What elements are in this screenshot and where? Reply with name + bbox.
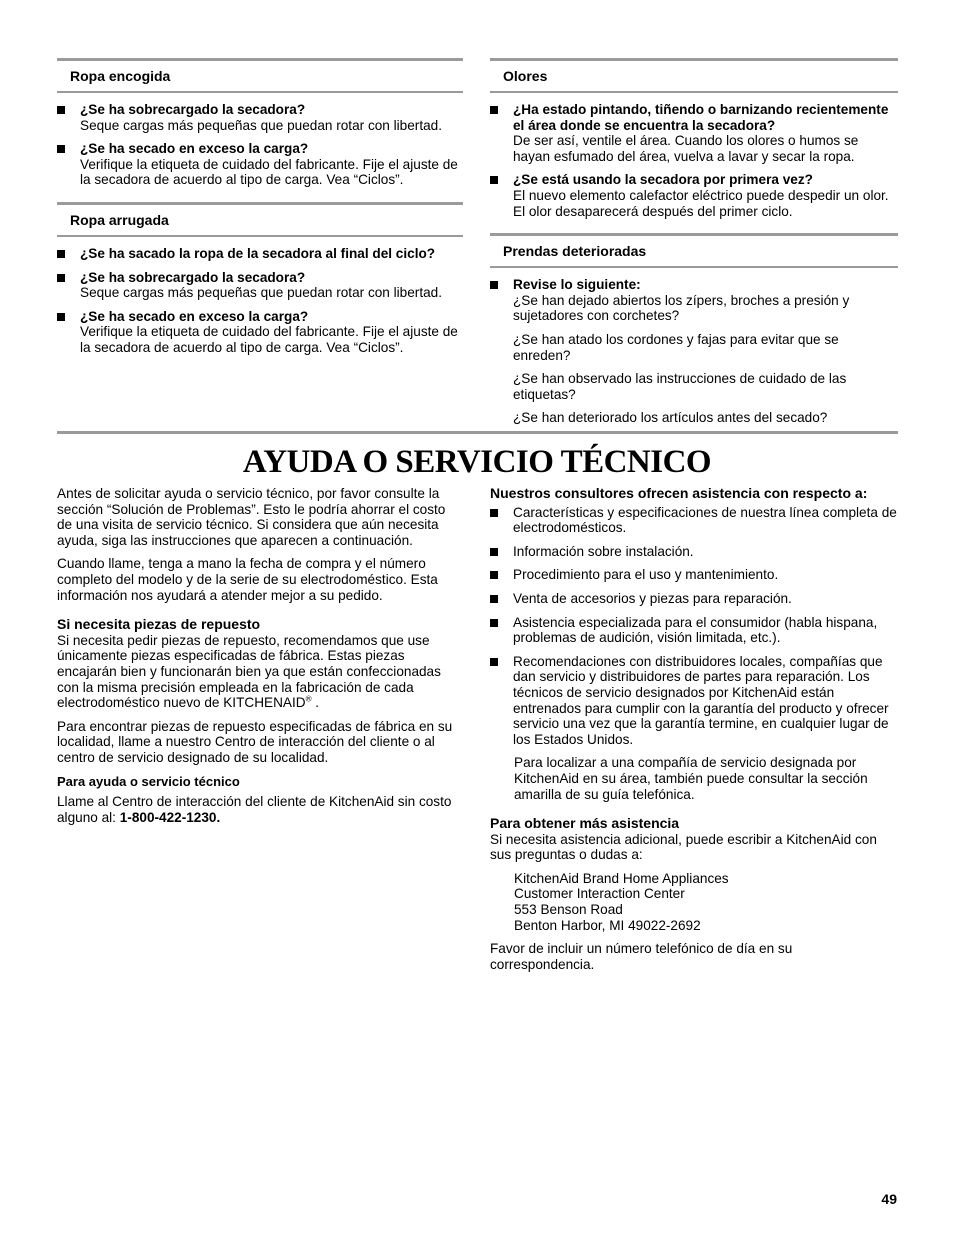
question: ¿Se está usando la secadora por primera vez? (513, 172, 813, 188)
parts-heading: Si necesita piezas de repuesto (57, 616, 261, 633)
list-item: Información sobre instalación. (490, 544, 898, 560)
list-item (57, 270, 463, 301)
consult-heading: Nuestros consultores ofrecen asistencia con respecto a: (490, 485, 868, 501)
right-top-column (490, 58, 898, 434)
locate-paragraph: Para localizar a una compañía de servicio designada por KitchenAid en su área, también puede consultar la sección amarilla de su guía telefónica. (514, 755, 868, 802)
sub-question: ¿Se han observado las instrucciones de cuidado de las etiquetas? (513, 371, 847, 402)
question: ¿Se ha sobrecargado la secadora? (80, 102, 306, 117)
list-item (490, 172, 898, 219)
section-heading-ropa-encogida: Ropa encogida (57, 58, 463, 93)
list-item: Asistencia especializada para el consumidor (habla hispana, problemas de audición, visión limitada, etc.). (490, 615, 898, 646)
list-item (490, 102, 898, 164)
right-bottom-column (490, 486, 898, 980)
question: ¿Se ha sobrecargado la secadora? (80, 269, 306, 285)
help-text: Llame al Centro de interacción del cliente de KitchenAid sin costo alguno al: (57, 794, 452, 825)
prendas-list (490, 277, 898, 426)
section-heading-prendas-deterioradas: Prendas deterioradas (490, 233, 898, 268)
answer: Seque cargas más pequeñas que puedan rotar con libertad. (80, 117, 442, 133)
question: ¿Se ha sacado la ropa de la secadora al final del ciclo? (80, 245, 436, 261)
answer: Seque cargas más pequeñas que puedan rotar con libertad. (80, 285, 442, 301)
olores-list (490, 102, 898, 219)
parts-paragraph-2: Para encontrar piezas de repuesto especificadas de fábrica en su localidad, llame a nuestro Centro de interacción del cliente o al centro de servicio designado de su localidad. (57, 718, 453, 765)
registered-mark: ® (305, 694, 312, 704)
page-number: 49 (881, 1191, 897, 1207)
left-bottom-column (57, 486, 463, 833)
list-item: Características y especificaciones de nuestra línea completa de electrodomésticos. (490, 505, 898, 536)
sub-question: ¿Se han deteriorado los artículos antes del secado? (513, 410, 828, 426)
list-item: Procedimiento para el uso y mantenimiento. (490, 567, 898, 583)
left-top-column (57, 58, 463, 364)
section-divider (57, 431, 898, 434)
list-item (57, 309, 463, 356)
list-item (57, 246, 463, 262)
address-line: Customer Interaction Center (514, 886, 685, 902)
closing-paragraph: Favor de incluir un número telefónico de día en su correspondencia. (490, 941, 793, 972)
help-heading: Para ayuda o servicio técnico (57, 773, 240, 789)
consult-list (490, 505, 898, 748)
list-item: Recomendaciones con distribuidores locales, compañías que dan servicio y distribuidores de partes para reparación. Los técnicos de servicio designados por KitchenAid están entrenados para cumplir con la garantía del producto y ofrecer servicio una vez que la garantía termine, en cualquier lugar de los Estados Unidos. (490, 654, 898, 748)
answer: Verifique la etiqueta de cuidado del fabricante. Fije el ajuste de la secadora de acuerdo al tipo de carga. Vea “Ciclos”. (80, 156, 458, 188)
section-heading-ropa-arrugada: Ropa arrugada (57, 202, 463, 237)
ropa-encogida-list (57, 102, 463, 188)
answer: El nuevo elemento calefactor eléctrico puede despedir un olor. El olor desaparecerá después del primer ciclo. (513, 187, 889, 219)
address-line: 553 Benson Road (514, 902, 623, 918)
address-block (490, 871, 898, 933)
help-paragraph (57, 794, 463, 825)
list-item (490, 277, 898, 426)
list-item (57, 141, 463, 188)
page-title: AYUDA O SERVICIO TÉCNICO (242, 444, 712, 480)
question: ¿Se ha secado en exceso la carga? (80, 308, 309, 324)
more-paragraph: Si necesita asistencia adicional, puede escribir a KitchenAid con sus preguntas o dudas a: (490, 831, 877, 863)
answer: ¿Se han dejado abiertos los zípers, broches a presión y sujetadores con corchetes? (513, 292, 850, 324)
list-item: Venta de accesorios y piezas para reparación. (490, 591, 898, 607)
intro-paragraph: Antes de solicitar ayuda o servicio técnico, por favor consulte la sección “Solución de Problemas”. Esto le podría ahorrar el costo de una visita de servicio técnico. Si considera que aún necesita ayuda, siga las instrucciones que aparecen a continuación. (57, 486, 446, 548)
list-item (57, 102, 463, 133)
parts-text: Si necesita pedir piezas de repuesto, recomendamos que use únicamente piezas especificadas de fábrica. Estas piezas encajarán bien y funcionarán bien ya que están confeccionadas con la misma precisión empleada en la fabricación de cada electrodoméstico nuevo de KITCHENAID (57, 632, 441, 711)
ropa-arrugada-list (57, 246, 463, 356)
answer: De ser así, ventile el área. Cuando los olores o humos se hayan esfumado del área, vuelva a lavar y secar la ropa. (513, 133, 859, 164)
parts-text-end: . (311, 695, 320, 711)
address-line: Benton Harbor, MI 49022-2692 (514, 917, 701, 933)
question: Revise lo siguiente: (513, 277, 641, 293)
parts-paragraph (57, 633, 463, 711)
sub-question: ¿Se han atado los cordones y fajas para evitar que se enreden? (513, 331, 839, 363)
question: ¿Ha estado pintando, tiñendo o barnizando recientemente el área donde se encuentra la secadora? (513, 102, 889, 133)
section-heading-olores: Olores (490, 58, 898, 93)
intro-paragraph-2: Cuando llame, tenga a mano la fecha de compra y el número completo del modelo y de la serie de su electrodoméstico. Esta información nos ayudará a atender mejor a su pedido. (57, 556, 438, 603)
question: ¿Se ha secado en exceso la carga? (80, 141, 309, 157)
answer: Verifique la etiqueta de cuidado del fabricante. Fije el ajuste de la secadora de acuerdo al tipo de carga. Vea “Ciclos”. (80, 324, 458, 355)
phone-number: 1-800-422-1230. (119, 809, 221, 825)
address-line: KitchenAid Brand Home Appliances (514, 870, 729, 886)
more-heading: Para obtener más asistencia (490, 815, 680, 832)
